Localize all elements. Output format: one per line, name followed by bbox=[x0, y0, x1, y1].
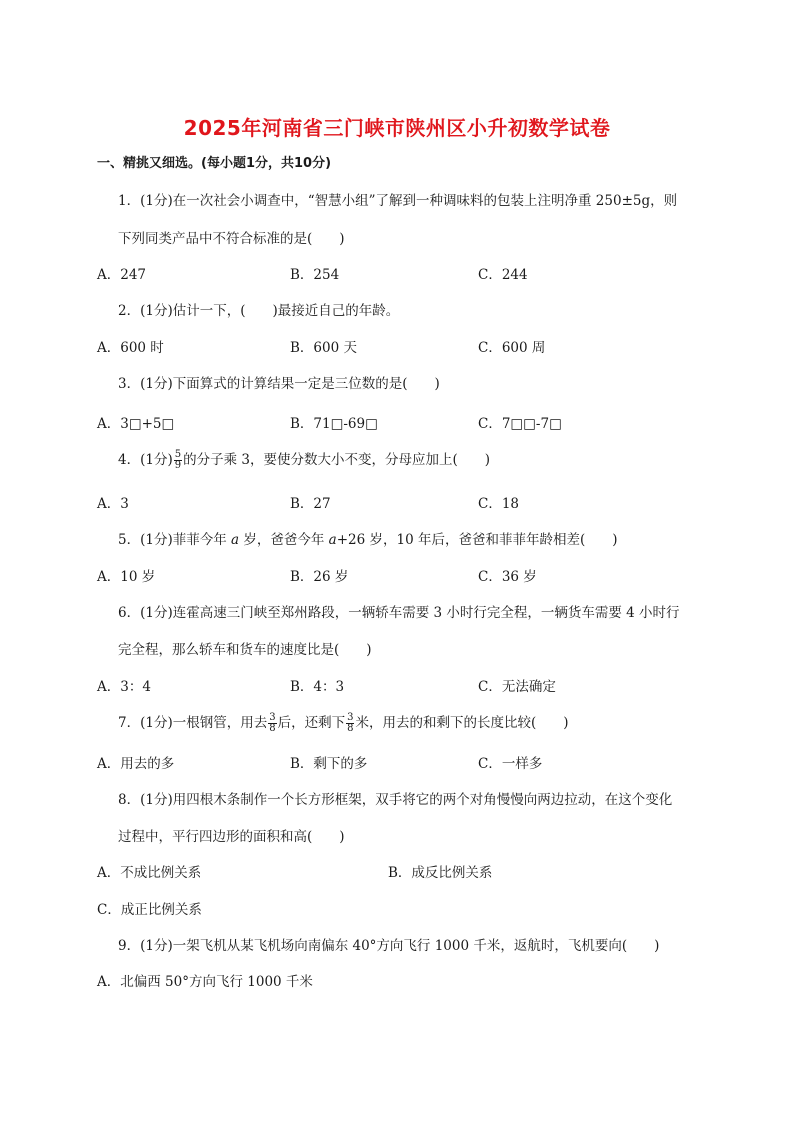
question-9: 9．(1分)一架飞机从某飞机场向南偏东 40°方向飞行 1000 千米，返航时，飞机要向( ) bbox=[118, 938, 660, 954]
question-4-prefix: 4．(1分) bbox=[118, 452, 173, 468]
question-6-option-b: B．4：3 bbox=[290, 679, 345, 695]
question-3: 3．(1分)下面算式的计算结果一定是三位数的是( ) bbox=[118, 376, 440, 392]
question-5-option-a: A．10 岁 bbox=[97, 569, 156, 585]
question-6-option-c: C．无法确定 bbox=[478, 679, 556, 695]
fraction-denominator: 9 bbox=[174, 460, 182, 471]
question-3-option-b: B．71□-69□ bbox=[290, 416, 378, 432]
fraction-denominator: 8 bbox=[347, 723, 354, 734]
question-2-option-a: A．600 时 bbox=[97, 340, 164, 356]
question-7-option-a: A．用去的多 bbox=[97, 756, 175, 772]
question-5-part-1: 5．(1分)菲菲今年 bbox=[118, 532, 232, 548]
question-7-part-1: 7．(1分)一根钢管，用去 bbox=[118, 715, 268, 731]
question-7-option-c: C．一样多 bbox=[478, 756, 543, 772]
question-7 bbox=[118, 711, 569, 734]
section-heading: 一、精挑又细选。(每小题1分，共10分) bbox=[97, 156, 332, 171]
question-6-option-a: A．3：4 bbox=[97, 679, 151, 695]
question-8-option-c: C．成正比例关系 bbox=[97, 902, 202, 918]
question-5-option-c: C．36 岁 bbox=[478, 569, 537, 585]
question-6-line-1: 6．(1分)连霍高速三门峡至郑州路段，一辆轿车需要 3 小时行完全程，一辆货车需要 4 小时行 bbox=[118, 605, 680, 621]
fraction-numerator: 3 bbox=[269, 712, 276, 723]
question-8-line-2: 过程中，平行四边形的面积和高( ) bbox=[118, 829, 345, 845]
question-5-part-3: +26 岁，10 年后，爸爸和菲菲年龄相差( ) bbox=[336, 532, 618, 548]
question-4-option-b: B．27 bbox=[290, 496, 331, 512]
question-6-line-2: 完全程，那么轿车和货车的速度比是( ) bbox=[118, 642, 372, 658]
question-4-option-c: C．18 bbox=[478, 496, 520, 512]
question-1-line-1: 1．(1分)在一次社会小调查中，“智慧小组”了解到一种调味料的包装上注明净重 250±5g，则 bbox=[118, 193, 678, 209]
question-1-option-a: A．247 bbox=[97, 267, 147, 283]
fraction-numerator: 5 bbox=[174, 449, 182, 460]
question-8-option-b: B．成反比例关系 bbox=[388, 865, 493, 881]
fraction-denominator: 8 bbox=[269, 723, 276, 734]
question-9-option-a: A．北偏西 50°方向飞行 1000 千米 bbox=[97, 974, 313, 990]
fraction-numerator: 3 bbox=[347, 712, 354, 723]
question-7-option-b: B．剩下的多 bbox=[290, 756, 368, 772]
question-8-option-a: A．不成比例关系 bbox=[97, 865, 202, 881]
variable-a: a bbox=[328, 532, 337, 548]
question-5-part-2: 岁，爸爸今年 bbox=[239, 532, 329, 548]
fraction bbox=[174, 450, 182, 471]
question-4-suffix: 的分子乘 3，要使分数大小不变，分母应加上( ) bbox=[183, 452, 491, 468]
question-5-option-b: B．26 岁 bbox=[290, 569, 349, 585]
question-1-option-b: B．254 bbox=[290, 267, 340, 283]
question-1-option-c: C．244 bbox=[478, 267, 528, 283]
question-3-option-a: A．3□+5□ bbox=[97, 416, 175, 432]
question-7-part-3: 米，用去的和剩下的长度比较( ) bbox=[355, 715, 569, 731]
question-8-line-1: 8．(1分)用四根木条制作一个长方形框架，双手将它的两个对角慢慢向两边拉动，在这个变化 bbox=[118, 792, 673, 808]
question-5 bbox=[118, 528, 618, 548]
variable-a: a bbox=[231, 532, 240, 548]
question-2-option-c: C．600 周 bbox=[478, 340, 546, 356]
question-2: 2．(1分)估计一下，( )最接近自己的年龄。 bbox=[118, 303, 400, 319]
question-7-part-2: 后，还剩下 bbox=[277, 715, 346, 731]
question-3-option-c: C．7□□-7□ bbox=[478, 416, 562, 432]
question-2-option-b: B．600 天 bbox=[290, 340, 357, 356]
fraction bbox=[346, 713, 354, 734]
exam-title: 2025年河南省三门峡市陕州区小升初数学试卷 bbox=[183, 116, 611, 140]
question-1-line-2: 下列同类产品中不符合标准的是( ) bbox=[118, 231, 345, 247]
question-4 bbox=[118, 448, 490, 471]
question-4-option-a: A．3 bbox=[97, 496, 129, 512]
fraction bbox=[268, 713, 276, 734]
